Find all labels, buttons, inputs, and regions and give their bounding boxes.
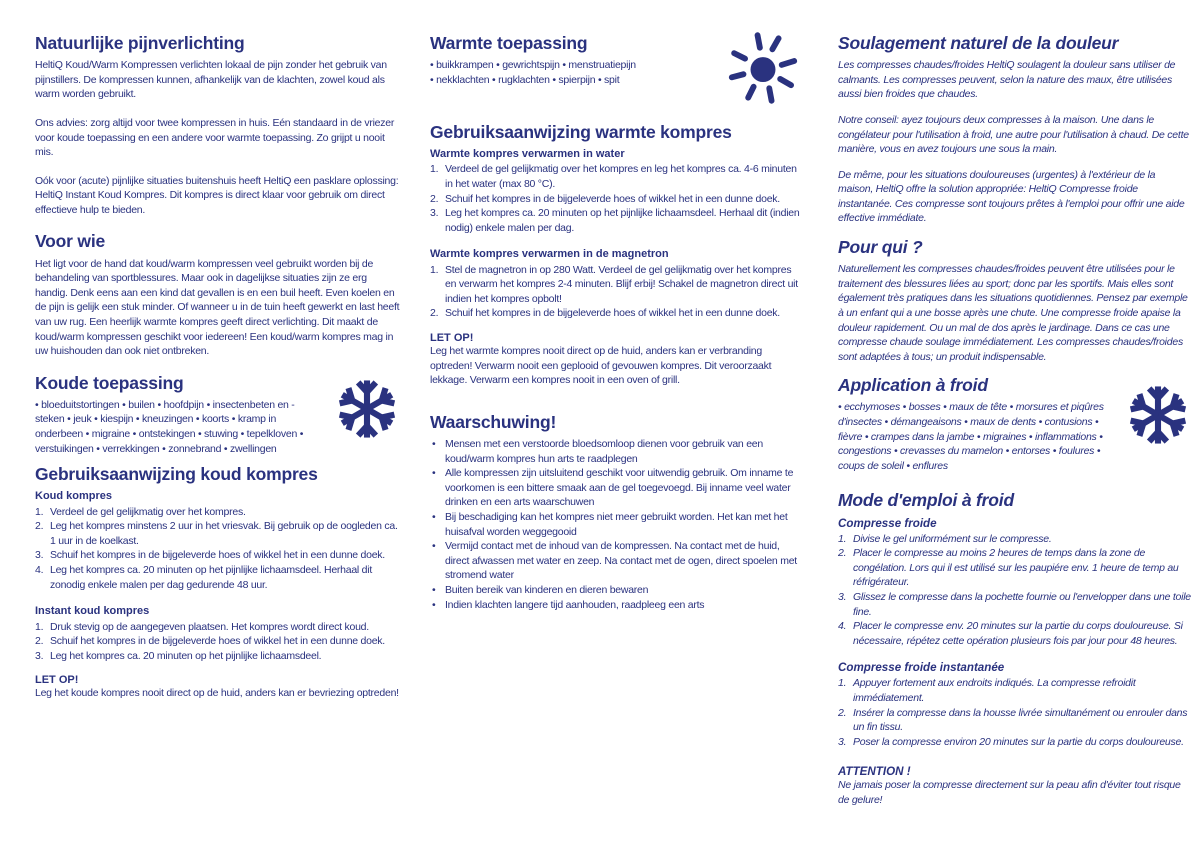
- step-item: Placer le compresse au moins 2 heures de temps dans la zone de congélation. Lors qui il est utilisé sur les paupiére env. 1 heure de temp au réfrigérateur.: [853, 547, 1179, 589]
- caution-text: Leg het koude kompres nooit direct op de huid, anders kan er bevriezing optreden!: [35, 687, 399, 700]
- caution-title: LET OP!: [430, 332, 474, 345]
- subsection-title-cold-compress-fr: Compresse froide: [838, 516, 937, 530]
- sun-icon: [724, 29, 802, 112]
- subsection-title-instant-cold-compress: Instant koud kompres: [35, 605, 150, 618]
- step-item: Druk stevig op de aangegeven plaatsen. Het kompres wordt direct koud.: [50, 620, 369, 633]
- warning-item: • Alle kompressen zijn uitsluitend geschikt voor uitwendig gebruik. Om inname te voorkomen is een bittere smaak aan de gel toegevoegd. Bij inname veel water drinken en een arts waarschuwen: [430, 466, 802, 510]
- section-title-cold-application: Koude toepassing: [35, 372, 184, 393]
- column-dutch-right: [430, 33, 802, 612]
- step-item: Divise le gel uniformément sur le compresse.: [853, 532, 1052, 545]
- step-item: Poser la compresse environ 20 minutes sur la partie du corps douloureuse.: [853, 735, 1184, 748]
- paragraph: Oók voor (acute) pijnlijke situaties buitenshuis heeft HeltiQ een pasklare oplossing: HeltiQ Instant Koud Kompres. Dit kompres is direct klaar voor gebruik om direct effectieve hulp te bieden.: [35, 174, 399, 216]
- warm-application-list-line1: • buikkrampen • gewrichtspijn • menstruatiepijn: [430, 59, 636, 72]
- warning-item: • Vermijd contact met de inhoud van de kompressen. Na contact met de huid, direct afwassen met water en zeep. Na contact met de ogen, direct spoelen met stromend water: [430, 539, 802, 583]
- paragraph: Het ligt voor de hand dat koud/warm kompressen veel gebruikt worden bij de behandeling van sportblessures. Maar ook in dagelijkse situaties zijn ze erg handig. Denk eens aan een kind dat gevallen is en een buil heeft. Even koelen en de pijn is gelijk een stuk minder. Of wanneer u in de tuin heeft gewerkt en last heeft van uw rug. Een heerlijk warmte kompres geeft direct verlichting. Dit maakt de koud/warm kompressen geschikt voor iedereen! Een koud/warm kompres mag in uw huishouden dan ook niet ontbreken.: [35, 257, 400, 358]
- step-item: Verdeel de gel gelijkmatig over het kompres en leg het kompres ca. 4-6 minuten in het water (max 80 °C).: [445, 163, 797, 191]
- warm-in-water-steps: [430, 162, 802, 235]
- instant-cold-compress-steps-fr: [838, 676, 1192, 749]
- step-item: Leg het kompres ca. 20 minuten op het pijnlijke lichaamsdeel.: [50, 649, 322, 662]
- paragraph: Les compresses chaudes/froides HeltiQ soulagent la douleur sans utiliser de calmants. Les compresses peuvent, selon la nature des maux, être utilisées aussi bien froides que chaudes.: [838, 59, 1176, 101]
- section-title-for-whom-fr: Pour qui ?: [838, 237, 923, 258]
- section-title-natural-pain-relief: Natuurlijke pijnverlichting: [35, 33, 245, 53]
- caution-text-fr: Ne jamais poser la compresse directement sur la peau afin d'éviter tout risque de gelure!: [838, 779, 1181, 806]
- column-dutch-left: [35, 33, 401, 715]
- step-item: Leg het kompres ca. 20 minuten op het pijnlijke lichaamsdeel. Herhaal dit (indien nodig) enkele malen per dag.: [445, 207, 800, 234]
- cold-compress-steps-fr: [838, 532, 1192, 649]
- subsection-title-warm-in-water: Warmte kompres verwarmen in water: [430, 148, 625, 161]
- warning-item: • Indien klachten langere tijd aanhouden, raadpleeg een arts: [430, 598, 802, 613]
- paragraph: Ons advies: zorg altijd voor twee kompressen in huis. Eén standaard in de vriezer voor koude toepassing en een andere voor warmte toepassing. Zo grijpt u nooit mis.: [35, 116, 395, 159]
- section-title-natural-pain-relief-fr: Soulagement naturel de la douleur: [838, 33, 1119, 53]
- caution-text: Leg het warmte kompres nooit direct op de huid, anders kan er verbranding optreden! Verwarm nooit een geplooid of gevouwen kompres. Dit veroorzaakt lekkage. Verwarm een kompres nooit in een oven of grill.: [430, 345, 772, 387]
- warning-item: • Mensen met een verstoorde bloedsomloop dienen voor gebruik van een koud/warm kompres hun arts te raadplegen: [430, 437, 802, 466]
- warm-application-section: [430, 33, 802, 116]
- section-title-cold-instructions-fr: Mode d'emploi à froid: [838, 490, 1014, 511]
- paragraph: HeltiQ Koud/Warm Kompressen verlichten lokaal de pijn zonder het gebruik van pijnstillers. De kompressen kunnen, afhankelijk van de klachten, zowel koud als warm worden gebruikt.: [35, 59, 387, 101]
- snowflake-icon: [333, 375, 401, 448]
- subsection-title-cold-compress: Koud kompres: [35, 490, 113, 503]
- warm-in-microwave-steps: [430, 263, 802, 321]
- step-item: Schuif het kompres in de bijgeleverde hoes of wikkel het in een dunne doek.: [445, 307, 780, 320]
- step-item: Stel de magnetron in op 280 Watt. Verdeel de gel gelijkmatig over het kompres en verwarm het kompres 2-4 minuten. Blijf erbij! Schakel de magnetron direct uit indien het kompres opbolt!: [445, 263, 798, 305]
- step-item: Schuif het kompres in de bijgeleverde hoes of wikkel het in een dunne doek.: [50, 635, 385, 648]
- section-title-warning: Waarschuwing!: [430, 411, 557, 432]
- cold-application-section: [35, 373, 401, 459]
- step-item: Schuif het kompres in de bijgeleverde hoes of wikkel het in een dunne doek.: [50, 549, 385, 562]
- section-title-cold-instructions: Gebruiksaanwijzing koud kompres: [35, 464, 318, 485]
- cold-application-section-fr: [838, 375, 1192, 484]
- paragraph: De même, pour les situations douloureuses (urgentes) à l'extérieur de la maison, HeltiQ offre la solution appropriée: HeltiQ Compresse froide instantanée. Ces compresse sont toujours prêtes à l'emploi pour offrir une aide effective immédiate.: [838, 168, 1185, 225]
- step-item: Leg het kompres ca. 20 minuten op het pijnlijke lichaamsdeel. Herhaal dit zonodig enkele malen per dag gedurende 48 uur.: [50, 564, 373, 591]
- section-title-for-whom: Voor wie: [35, 231, 106, 252]
- step-item: Schuif het kompres in de bijgeleverde hoes of wikkel het in een dunne doek.: [445, 192, 780, 205]
- step-item: Placer le compresse env. 20 minutes sur la partie du corps douloureuse. Si nécessaire, répétez cette opération plusieurs fois par jour pour 48 heures.: [853, 620, 1183, 647]
- cold-application-list-fr: • ecchymoses • bosses • maux de tête • morsures et piqûres d'insectes • démangeaisons • maux de dents • contusions • fièvre • crampes dans la jambe • migraines • inflammations • congestions • crevasses du mamelon • entorses • foulures • coups de soleil • enflures: [838, 401, 1104, 472]
- caution-title: LET OP!: [35, 674, 79, 687]
- snowflake-icon: [1124, 381, 1192, 454]
- subsection-title-instant-cold-compress-fr: Compresse froide instantanée: [838, 661, 1005, 675]
- step-item: Insérer la compresse dans la housse livrée simultanément ou enrouler dans un fin tissu.: [853, 706, 1188, 734]
- warning-item: • Buiten bereik van kinderen en dieren bewaren: [430, 583, 802, 598]
- step-item: Verdeel de gel gelijkmatig over het kompres.: [50, 505, 246, 518]
- cold-compress-steps: [35, 505, 401, 593]
- instant-cold-compress-steps: [35, 620, 401, 664]
- warm-application-list-line2: • nekklachten • rugklachten • spierpijn • spit: [430, 73, 620, 86]
- warning-item: • Bij beschadiging kan het kompres niet meer gebruikt worden. Het kan met het huisafval worden weggegooid: [430, 510, 802, 539]
- step-item: Appuyer fortement aux endroits indiqués. La compresse refroidit immédiatement.: [853, 677, 1136, 705]
- caution-title-fr: ATTENTION !: [838, 765, 911, 779]
- paragraph: Naturellement les compresses chaudes/froides peuvent être utilisées pour le traitement des blessures liées au sport; donc par les sportifs. Mais elles sont également très pratiques dans les situations quotidiennes. Pensez par exemple à un enfant qui a une bosse après une chute. Une compresse froide apaise la douleur rapidement. Ou un mal de dos après le jardinage. Dans ce cas une compresse chaude soulage immédiatement. Les compresses chaudes/froides sont adaptées à tous; un produit indispensable.: [838, 263, 1188, 363]
- warning-list: [430, 437, 802, 612]
- paragraph: Notre conseil: ayez toujours deux compresses à la maison. Une dans le congélateur pour l'utilisation à froid, une autre pour l'utilisation à chaud. De cette manière, vous en avez toujours une sous la main.: [838, 113, 1189, 156]
- section-title-cold-application-fr: Application à froid: [838, 375, 988, 396]
- section-title-warm-application: Warmte toepassing: [430, 33, 588, 53]
- step-item: Glissez le compresse dans la pochette fournie ou l'envelopper dans une toile fine.: [853, 591, 1191, 618]
- subsection-title-warm-in-microwave: Warmte kompres verwarmen in de magnetron: [430, 248, 669, 261]
- cold-application-list: • bloeduitstortingen • builen • hoofdpijn • insectenbeten en -steken • jeuk • kiespijn • kneuzingen • koorts • kramp in onderbeen • migraine • ontstekingen • stuwing • tepelkloven • verstuikingen • verrekkingen • zonnebrand • zwellingen: [35, 398, 304, 455]
- section-title-warm-instructions: Gebruiksaanwijzing warmte kompres: [430, 122, 732, 142]
- column-french: [838, 33, 1192, 819]
- step-item: Leg het kompres minstens 2 uur in het vriesvak. Bij gebruik op de oogleden ca. 1 uur in de koelkast.: [50, 520, 398, 547]
